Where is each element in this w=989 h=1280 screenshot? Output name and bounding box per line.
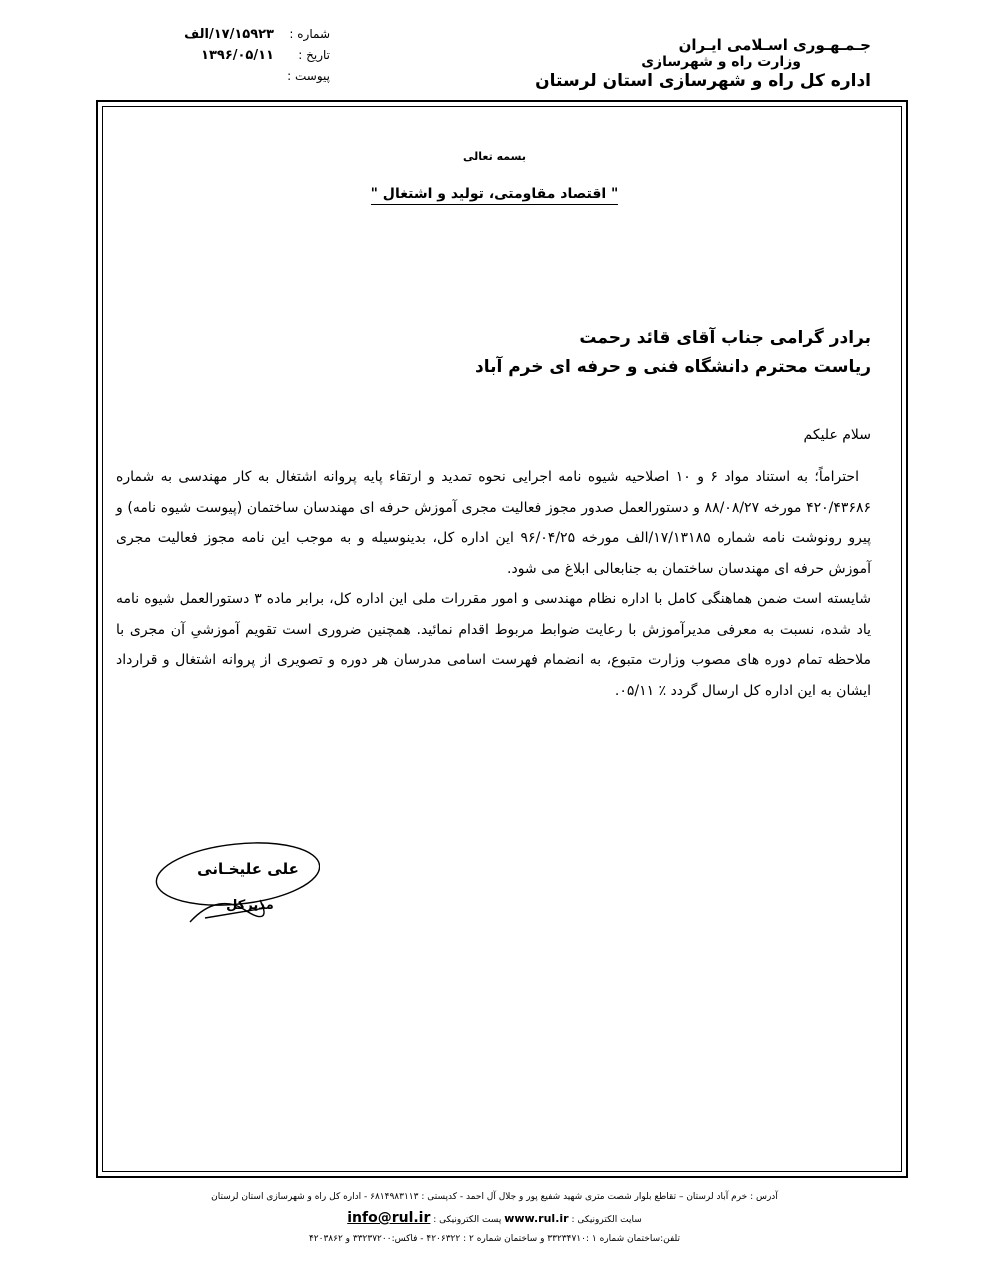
country-name: جـمـهـوری اسـلامی ایـران [678, 36, 871, 54]
ministry-name: وزارت راه و شهرسازی [641, 54, 801, 70]
footer-address: آدرس : خرم آباد لرستان – تقاطع بلوار شصت متری شهید شفیع پور و جلال آل احمد - کدپستی : ۶۸۱۴۹۸۳۱۱۳ - اداره کل راه و شهرسازی استان لرستان [211, 1192, 778, 1202]
greeting: سلام علیکم [803, 427, 871, 443]
attachment-label: پیوست : [287, 69, 330, 83]
addressee-line-1: برادر گرامی جناب آقای قائد رحمت [579, 328, 871, 348]
body-paragraph-2: شایسته است ضمن هماهنگی کامل با اداره نظام مهندسی و امور مقررات ملی این اداره کل، برابر ماده ۳ دستورالعمل شیوه نامه یاد شده، نسبت به معرفی مدیرآموزش با رعایت ضوابط مربوط اقدام نمائید. همچنین ضروری است تقویم آموزشیِ آن مجری با ملاحظه تمام دوره های مصوب وزارت متبوع، به انضمام فهرست اسامی مدرسان هر دوره و تصویری از پروانه اشتغال و قرارداد ایشان به این اداره کل ارسال گردد ٪ ۰۵/۱۱. [116, 591, 872, 699]
footer-web [0, 1210, 989, 1226]
signer-name: علی علیخـانی [197, 860, 299, 878]
attachment-row [150, 66, 330, 87]
addressee [271, 324, 871, 382]
date-value: ۱۳۹۶/۰۵/۱۱ [201, 48, 274, 63]
footer-phones: تلفن:ساختمان شماره ۱ :۳۳۲۳۴۷۱۰ و ساختمان شماره ۲ : ۴۲۰۶۳۲۲ - فاکس:۳۳۲۳۷۲۰۰ و ۴۲۰۳۸۶۲ [308, 1234, 681, 1244]
number-value: ۱۷/۱۵۹۲۳/الف [184, 27, 274, 42]
bismillah: بسمه تعالی [463, 150, 526, 163]
email-label: پست الکترونیکی : [433, 1215, 502, 1225]
letter-meta [150, 24, 330, 87]
body-paragraph-1: احتراماً؛ به استناد مواد ۶ و ۱۰ اصلاحیه شیوه نامه اجرایی نحوه تمدید و ارتقاء پایه پروانه اشتغال به کار مهندسی به شماره ۴۲۰/۴۳۶۸۶ مورخه ۸۸/۰۸/۲۷ و دستورالعمل صدور مجوز فعالیت مجری آموزش حرفه ای مهندسان ساختمان (پیوست شیوه نامه) و پیرو رونوشت نامه شماره ۱۷/۱۳۱۸۵/الف مورخه ۹۶/۰۴/۲۵ این اداره کل، بدینوسیله و به موجب این نامه مجوز فعالیت مجری آموزش حرفه ای مهندسان ساختمان به جنابعالی ابلاغ می شود. [116, 469, 872, 577]
slogan [0, 186, 989, 202]
number-row [150, 24, 330, 45]
website-label: سایت الکترونیکی : [571, 1215, 642, 1225]
signer-title: مدیرکل [226, 898, 274, 913]
office-name: اداره کل راه و شهرسازی استان لرستان [535, 71, 871, 91]
letterhead [511, 36, 871, 91]
number-label: شماره : [289, 27, 330, 41]
date-label: تاریخ : [298, 48, 330, 62]
website-link[interactable]: www.rul.ir [504, 1212, 569, 1225]
addressee-line-2: ریاست محترم دانشگاه فنی و حرفه ای خرم آباد [474, 357, 871, 377]
signature-drawing [150, 830, 320, 930]
letter-body [116, 462, 871, 706]
slogan-text: " اقتصاد مقاومتی، تولید و اشتغال " [371, 186, 619, 205]
email-link[interactable]: info@rul.ir [347, 1210, 431, 1226]
date-row [150, 45, 330, 66]
